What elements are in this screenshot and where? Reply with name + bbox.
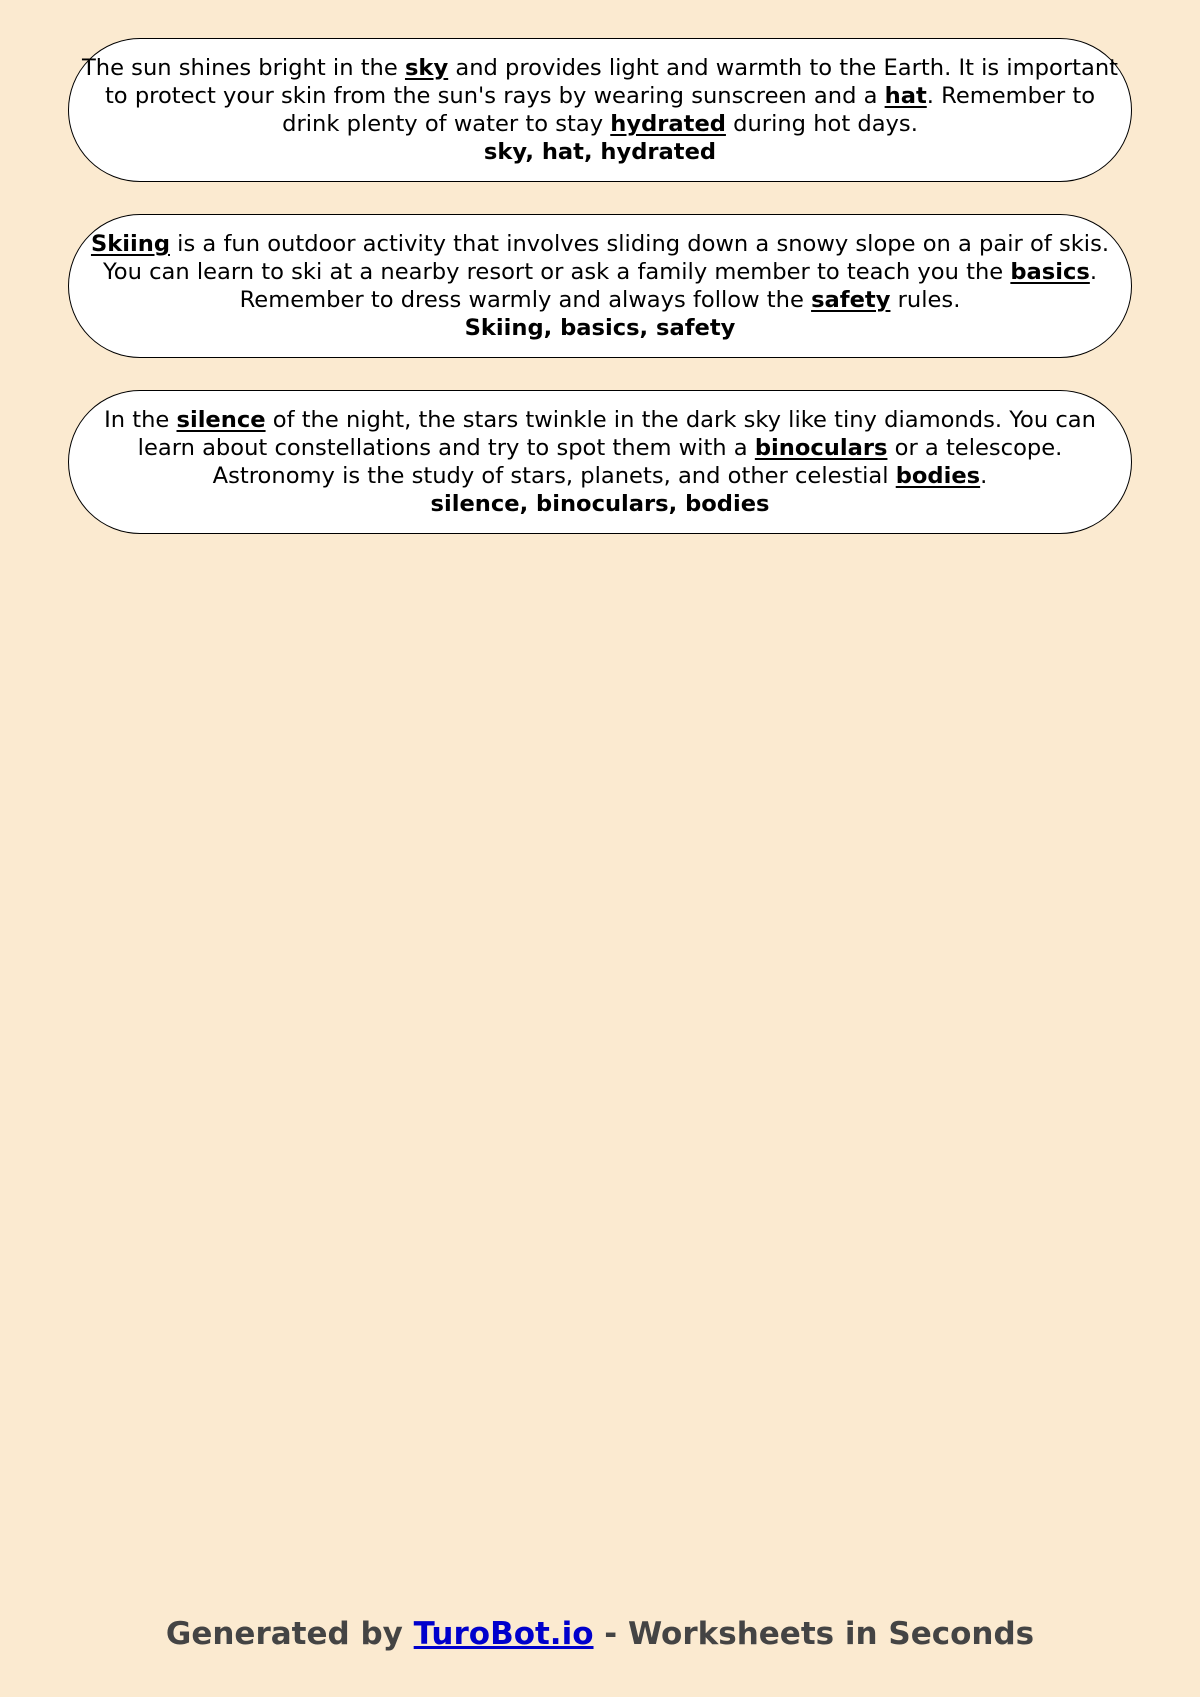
passage-segment: The sun shines bright in the xyxy=(81,55,405,81)
keyword: silence xyxy=(176,407,266,433)
footer-suffix: - Worksheets in Seconds xyxy=(593,1616,1035,1652)
keyword: binoculars xyxy=(754,435,888,461)
keyword: hat xyxy=(884,83,927,109)
passage-segment: . Remember to drink plenty of water to stay xyxy=(282,83,1096,137)
footer-prefix: Generated by xyxy=(165,1616,414,1652)
answer-key: silence, binoculars, bodies xyxy=(430,491,770,517)
passage-segment: during hot days. xyxy=(725,111,918,137)
passage-text xyxy=(81,230,1119,314)
keyword: sky xyxy=(404,55,449,81)
passage-segment: . Remember to dress warmly and always follow the xyxy=(239,259,1098,313)
passage-segment: of the night, the stars twinkle in the dark sky like tiny diamonds. You can learn about constellations and try to spot them with a xyxy=(137,407,1096,461)
turobot-link[interactable]: TuroBot.io xyxy=(413,1616,594,1652)
answer-key: Skiing, basics, safety xyxy=(464,315,736,341)
keyword: basics xyxy=(1010,259,1090,285)
keyword: hydrated xyxy=(610,111,726,137)
passage-card xyxy=(68,38,1132,182)
passage-card xyxy=(68,214,1132,358)
passage-segment: In the xyxy=(104,407,177,433)
keyword: bodies xyxy=(895,463,981,489)
answer-key: sky, hat, hydrated xyxy=(483,139,717,165)
passage-card xyxy=(68,390,1132,534)
passage-segment: or a telescope. Astronomy is the study of stars, planets, and other celestial xyxy=(212,435,1063,489)
passage-segment: rules. xyxy=(890,287,961,313)
passage-segment: is a fun outdoor activity that involves sliding down a snowy slope on a pair of skis. You can learn to ski at a nearby resort or ask a family member to teach you the xyxy=(102,231,1110,285)
passage-text xyxy=(81,406,1119,490)
keyword: Skiing xyxy=(90,231,170,257)
keyword: safety xyxy=(811,287,891,313)
passage-segment: . xyxy=(980,463,988,489)
footer xyxy=(0,1616,1200,1652)
passage-segment: and provides light and warmth to the Earth. It is important to protect your skin from the sun's rays by wearing sunscreen and a xyxy=(104,55,1119,109)
passage-text xyxy=(81,54,1119,138)
